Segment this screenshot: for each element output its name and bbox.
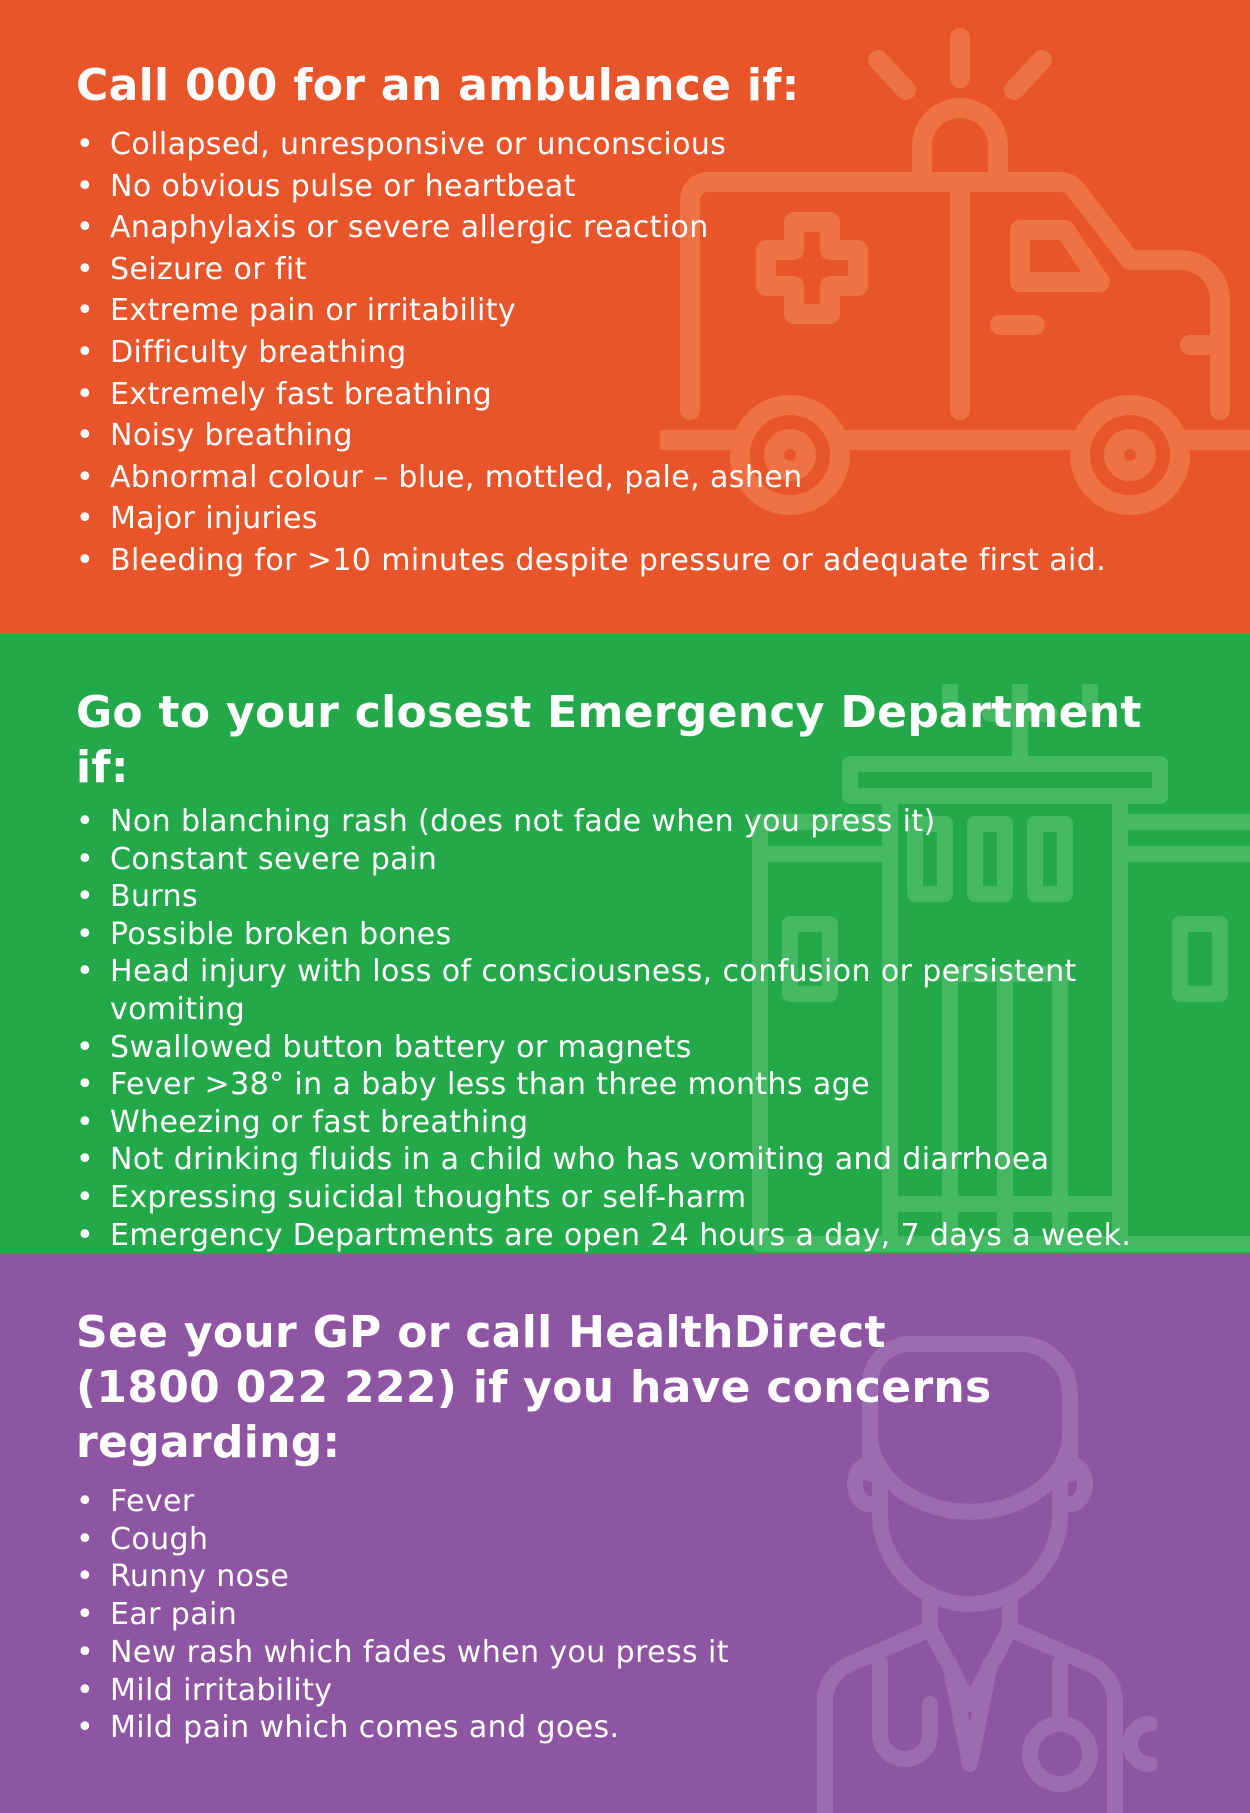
list-item: • Mild irritability [76, 1672, 1210, 1710]
list-item: • Extremely fast breathing [76, 374, 1210, 416]
list-item: • Wheezing or fast breathing [76, 1104, 1210, 1142]
list-item: • New rash which fades when you press it [76, 1634, 1210, 1672]
ambulance-content [76, 58, 1210, 582]
ambulance-heading: Call 000 for an ambulance if: [76, 60, 800, 111]
list-item: • Expressing suicidal thoughts or self-harm [76, 1179, 1210, 1217]
list-item: • Not drinking fluids in a child who has vomiting and diarrhoea [76, 1141, 1210, 1179]
list-item: • Swallowed button battery or magnets [76, 1029, 1210, 1067]
list-item: • Anaphylaxis or severe allergic reaction [76, 207, 1210, 249]
gp-list [76, 1483, 1210, 1747]
list-item: • Difficulty breathing [76, 332, 1210, 374]
list-item: • Abnormal colour – blue, mottled, pale, ashen [76, 457, 1210, 499]
emergency-section [0, 634, 1250, 1254]
list-item: • Cough [76, 1521, 1210, 1559]
list-item: • Emergency Departments are open 24 hours a day, 7 days a week. [76, 1217, 1210, 1254]
list-item: • Possible broken bones [76, 916, 1210, 954]
list-item: • Collapsed, unresponsive or unconscious [76, 124, 1210, 166]
list-item: • Constant severe pain [76, 841, 1210, 879]
list-item: • Head injury with loss of consciousness, confusion or persistent vomiting [76, 953, 1210, 1028]
list-item: • Burns [76, 878, 1210, 916]
list-item: • Fever >38° in a baby less than three months age [76, 1066, 1210, 1104]
emergency-list [76, 803, 1210, 1254]
emergency-content [76, 685, 1210, 1254]
list-item: • Non blanching rash (does not fade when you press it) [76, 803, 1210, 841]
ambulance-list [76, 124, 1210, 582]
gp-section [0, 1254, 1250, 1813]
list-item: • Fever [76, 1483, 1210, 1521]
list-item: • Major injuries [76, 498, 1210, 540]
emergency-heading: Go to your closest Emergency Department if: [76, 687, 1142, 793]
gp-heading: See your GP or call HealthDirect (1800 022 222) if you have concerns regarding: [76, 1307, 992, 1468]
list-item: • No obvious pulse or heartbeat [76, 166, 1210, 208]
list-item: • Noisy breathing [76, 415, 1210, 457]
list-item: • Extreme pain or irritability [76, 290, 1210, 332]
list-item: • Ear pain [76, 1596, 1210, 1634]
ambulance-section [0, 0, 1250, 634]
list-item: • Mild pain which comes and goes. [76, 1709, 1210, 1747]
list-item: • Seizure or fit [76, 249, 1210, 291]
gp-content [76, 1305, 1210, 1747]
list-item: • Bleeding for >10 minutes despite pressure or adequate first aid. [76, 540, 1210, 582]
list-item: • Runny nose [76, 1558, 1210, 1596]
